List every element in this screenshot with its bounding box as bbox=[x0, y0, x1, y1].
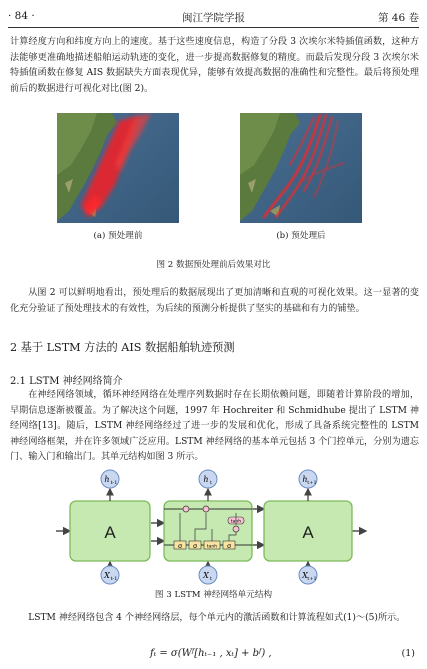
header-rule bbox=[8, 27, 419, 28]
intro-paragraph: 计算经度方向和纬度方向上的速度。基于这些速度信息，构造了分段 3 次埃尔米特插值函数，这种方法能够更准确地描述船舶运动轨迹的变化，进一步提高数据修复的精度。而最后发现分段 3 次埃尔米特插值函数在修复 AIS 数据缺失方面表现优异，能够有效提高数据的准确性和完整性。最后将预处理前后的数据进行可视化对比(图 2)。 bbox=[10, 37, 419, 94]
svg-text:tanh: tanh bbox=[206, 544, 218, 550]
output-gate bbox=[223, 541, 235, 550]
forget-gate bbox=[174, 541, 186, 550]
input-x-prev bbox=[101, 566, 119, 584]
svg-text:t: t bbox=[209, 480, 213, 486]
svg-text:X: X bbox=[203, 571, 209, 580]
svg-text:t-1: t-1 bbox=[110, 576, 118, 582]
block-label-next: A bbox=[302, 523, 314, 542]
lstm-block-next bbox=[264, 501, 352, 561]
svg-text:h: h bbox=[104, 475, 110, 484]
figure2-discussion: 从图 2 可以鲜明地看出，预处理后的数据展现出了更加清晰和直观的可视化效果。这一显著的变化充分验证了预处理技术的有效性，为后续的预测分析提供了坚实的基础和有力的铺垫。 bbox=[10, 288, 419, 314]
subcaption-b: (b) 预处理后 bbox=[276, 231, 326, 241]
section-2-title: 2 基于 LSTM 方法的 AIS 数据船舶轨迹预测 bbox=[10, 341, 235, 354]
svg-text:t+1: t+1 bbox=[307, 576, 317, 582]
page-number: · 84 · bbox=[8, 10, 35, 22]
svg-text:h: h bbox=[203, 475, 209, 484]
svg-text:t-1: t-1 bbox=[110, 480, 118, 486]
journal-title: 闽江学院学报 bbox=[182, 12, 245, 24]
map-after-preprocessing bbox=[240, 113, 362, 223]
subcaption-a: (a) 预处理前 bbox=[93, 231, 143, 241]
candidate-tanh-layer bbox=[204, 541, 220, 550]
svg-text:X: X bbox=[104, 571, 110, 580]
output-h-next bbox=[299, 470, 317, 488]
lstm-unit-diagram bbox=[56, 463, 368, 585]
output-h-prev bbox=[101, 470, 119, 488]
output-h-current bbox=[199, 470, 217, 488]
svg-text:t: t bbox=[209, 576, 213, 582]
svg-text:h: h bbox=[302, 475, 308, 484]
section-2-1-title: 2.1 LSTM 神经网络简介 bbox=[10, 376, 123, 387]
figure2-caption: 图 2 数据预处理前后效果对比 bbox=[156, 260, 271, 270]
svg-text:σ: σ bbox=[192, 542, 198, 550]
svg-text:σ: σ bbox=[177, 542, 183, 550]
svg-text:t+1: t+1 bbox=[307, 480, 317, 486]
map-before-preprocessing bbox=[57, 113, 179, 223]
equation-intro-paragraph: LSTM 神经网络包含 4 个神经网络层，每个单元内的激活函数和计算流程如式(1)～(5)所示。 bbox=[28, 613, 406, 623]
equation-1-number: (1) bbox=[401, 648, 415, 659]
svg-text:X: X bbox=[302, 571, 308, 580]
block-label-prev: A bbox=[104, 523, 116, 542]
input-x-next bbox=[299, 566, 317, 584]
figure3-caption: 图 3 LSTM 神经网络单元结构 bbox=[154, 590, 273, 600]
lstm-intro-paragraph: 在神经网络领域，循环神经网络在处理序列数据时存在长期依赖问题，即随着计算阶段的增加，早期信息逐渐被覆盖。为了解决这个问题，1997 年 Hochreiter 和 Schmidhube 提出了 LSTM 神经网络[13]。随后，LSTM 神经网络经过了进一步的发展和优化，形成了具备系统完整性的 LSTM 神经网络框架，并在许多领域广泛应用。LSTM 神经网络的基本单元包括 3 个门控单元，分别为遗忘门、输入门和输出门。其单元结构如图 3 所示。 bbox=[10, 390, 419, 462]
input-x-current bbox=[199, 566, 217, 584]
lstm-block-current bbox=[164, 489, 252, 561]
svg-text:tanh: tanh bbox=[230, 519, 242, 525]
svg-text:σ: σ bbox=[226, 542, 232, 550]
page-header bbox=[8, 10, 419, 26]
lstm-block-prev bbox=[70, 501, 150, 561]
input-gate bbox=[189, 541, 201, 550]
equation-1: fₜ = σ(Wᶠ[hₜ₋₁ , xₜ] + bᶠ) , bbox=[150, 648, 272, 659]
volume-label: 第 46 卷 bbox=[377, 12, 419, 24]
